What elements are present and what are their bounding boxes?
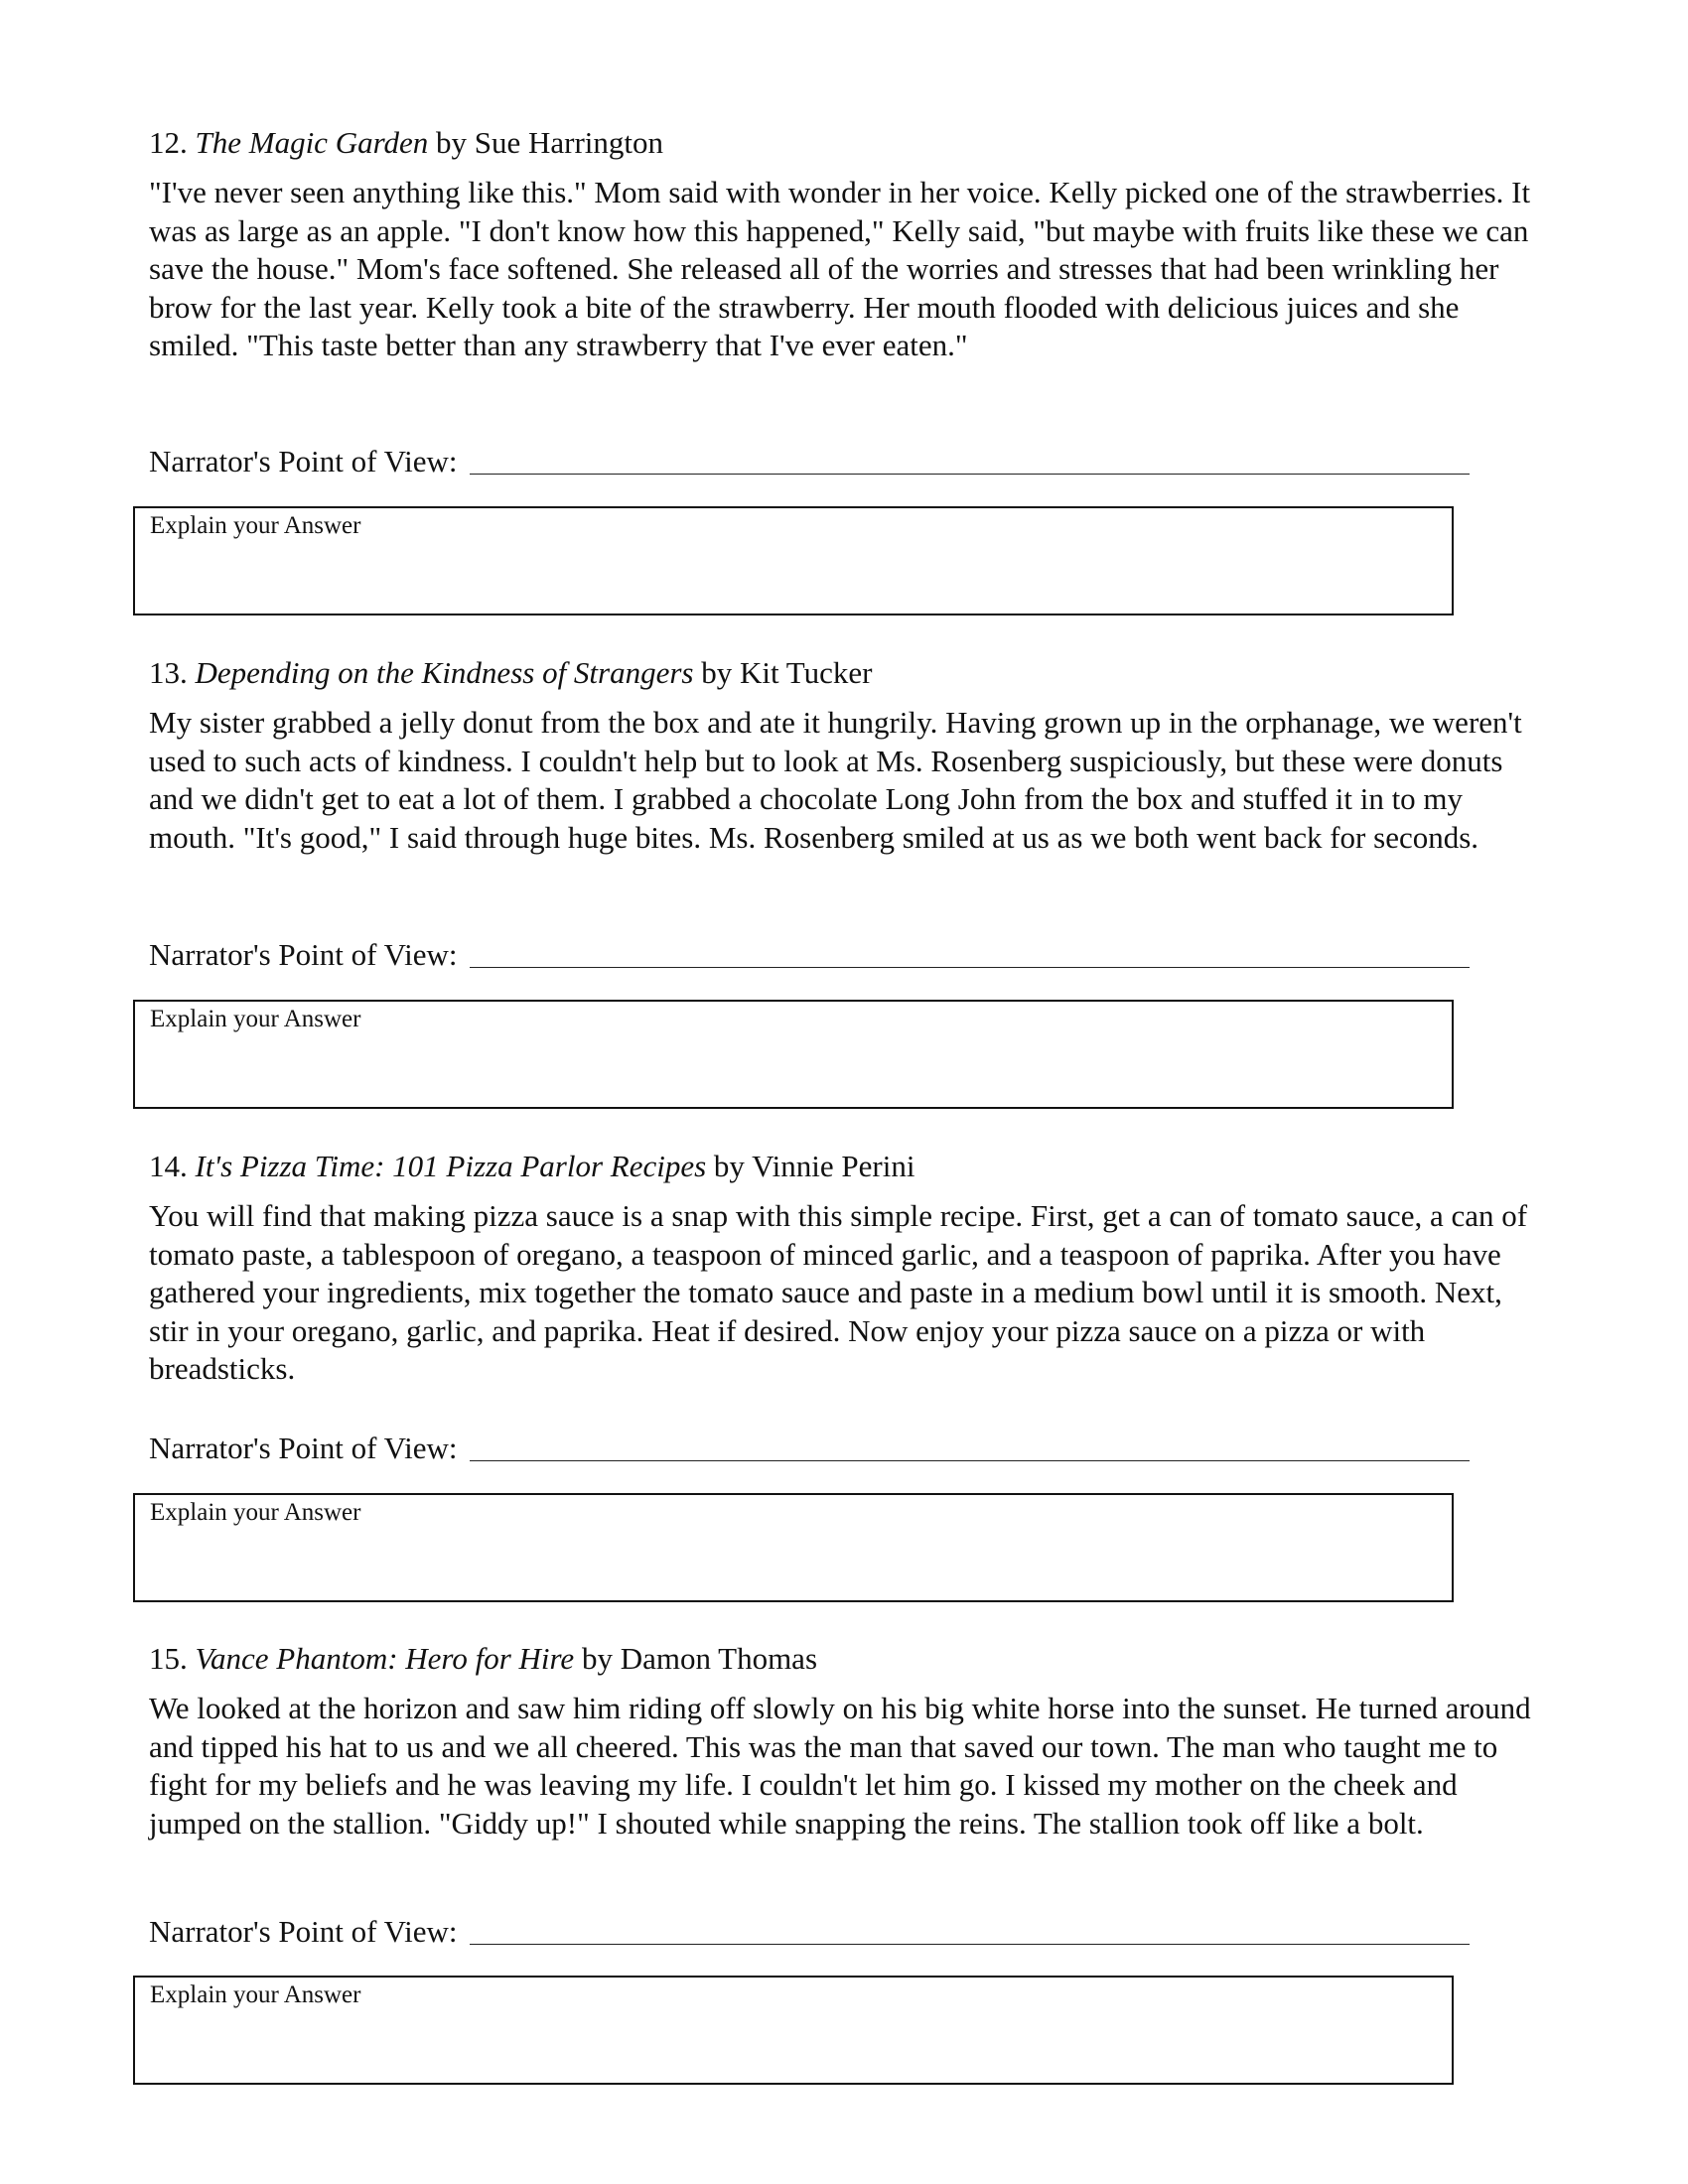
question-number: 14. <box>149 1149 188 1183</box>
author-name: Kit Tucker <box>740 655 873 690</box>
question-heading <box>149 654 1539 692</box>
question-12 <box>149 124 1539 365</box>
question-number: 15. <box>149 1641 188 1676</box>
question-13 <box>149 654 1539 857</box>
pov-label: Narrator's Point of View: <box>149 444 458 478</box>
pov-row-13 <box>149 934 1470 974</box>
book-title: It's Pizza Time: 101 Pizza Parlor Recipes <box>195 1149 707 1183</box>
pov-label: Narrator's Point of View: <box>149 1431 458 1465</box>
pov-label: Narrator's Point of View: <box>149 937 458 972</box>
pov-label: Narrator's Point of View: <box>149 1914 458 1949</box>
pov-row-14 <box>149 1428 1470 1467</box>
passage-text: My sister grabbed a jelly donut from the box and ate it hungrily. Having grown up in the orphanage, we weren't used to such acts of kindness. I couldn't help but to look at Ms. Rosenberg suspiciously, but these were donuts and we didn't get to eat a lot of them. I grabbed a chocolate Long John from the box and stuffed it in to my mouth. "It's good," I said through huge bites. Ms. Rosenberg smiled at us as we both went back for seconds. <box>149 705 1522 855</box>
question-heading <box>149 1640 1539 1678</box>
pov-row-12 <box>149 441 1470 480</box>
book-title: Depending on the Kindness of Strangers <box>195 655 694 690</box>
pov-answer-line[interactable] <box>470 1460 1470 1461</box>
author-name: Sue Harrington <box>474 125 664 160</box>
by-word: by <box>436 125 468 160</box>
author-name: Vinnie Perini <box>752 1149 915 1183</box>
explain-label: Explain your Answer <box>150 1981 361 2008</box>
question-number: 12. <box>149 125 188 160</box>
by-word: by <box>701 655 733 690</box>
question-number: 13. <box>149 655 188 690</box>
explain-answer-box[interactable] <box>133 506 1454 615</box>
by-word: by <box>581 1641 613 1676</box>
passage-text: "I've never seen anything like this." Mom said with wonder in her voice. Kelly picked one of the strawberries. It was as large as an apple. "I don't know how this happened," Kelly said, "but maybe with fruits like these we can save the house." Mom's face softened. She released all of the worries and stresses that had been wrinkling her brow for the last year. Kelly took a bite of the strawberry. Her mouth flooded with delicious juices and she smiled. "This taste better than any strawberry that I've ever eaten." <box>149 175 1531 362</box>
explain-label: Explain your Answer <box>150 1499 361 1526</box>
explain-label: Explain your Answer <box>150 512 361 539</box>
pov-answer-line[interactable] <box>470 1944 1470 1945</box>
question-14 <box>149 1148 1539 1389</box>
question-heading <box>149 1148 1539 1185</box>
explain-answer-box[interactable] <box>133 1000 1454 1109</box>
explain-label: Explain your Answer <box>150 1006 361 1032</box>
book-title: The Magic Garden <box>195 125 429 160</box>
pov-row-15 <box>149 1911 1470 1951</box>
passage-text: We looked at the horizon and saw him riding off slowly on his big white horse into the sunset. He turned around and tipped his hat to us and we all cheered. This was the man that saved our town. The man who taught me to fight for my beliefs and he was leaving my life. I couldn't let him go. I kissed my mother on the cheek and jumped on the stallion. "Giddy up!" I shouted while snapping the reins. The stallion took off like a bolt. <box>149 1691 1531 1841</box>
question-heading <box>149 124 1539 162</box>
author-name: Damon Thomas <box>620 1641 818 1676</box>
book-title: Vance Phantom: Hero for Hire <box>195 1641 575 1676</box>
explain-answer-box[interactable] <box>133 1493 1454 1602</box>
pov-answer-line[interactable] <box>470 967 1470 968</box>
passage-text: You will find that making pizza sauce is a snap with this simple recipe. First, get a can of tomato sauce, a can of tomato paste, a tablespoon of oregano, a teaspoon of minced garlic, and a teaspoon of paprika. After you have gathered your ingredients, mix together the tomato sauce and paste in a medium bowl until it is smooth. Next, stir in your oregano, garlic, and paprika. Heat if desired. Now enjoy your pizza sauce on a pizza or with breadsticks. <box>149 1198 1528 1386</box>
question-15 <box>149 1640 1539 1843</box>
explain-answer-box[interactable] <box>133 1976 1454 2085</box>
pov-answer-line[interactable] <box>470 474 1470 475</box>
by-word: by <box>713 1149 745 1183</box>
